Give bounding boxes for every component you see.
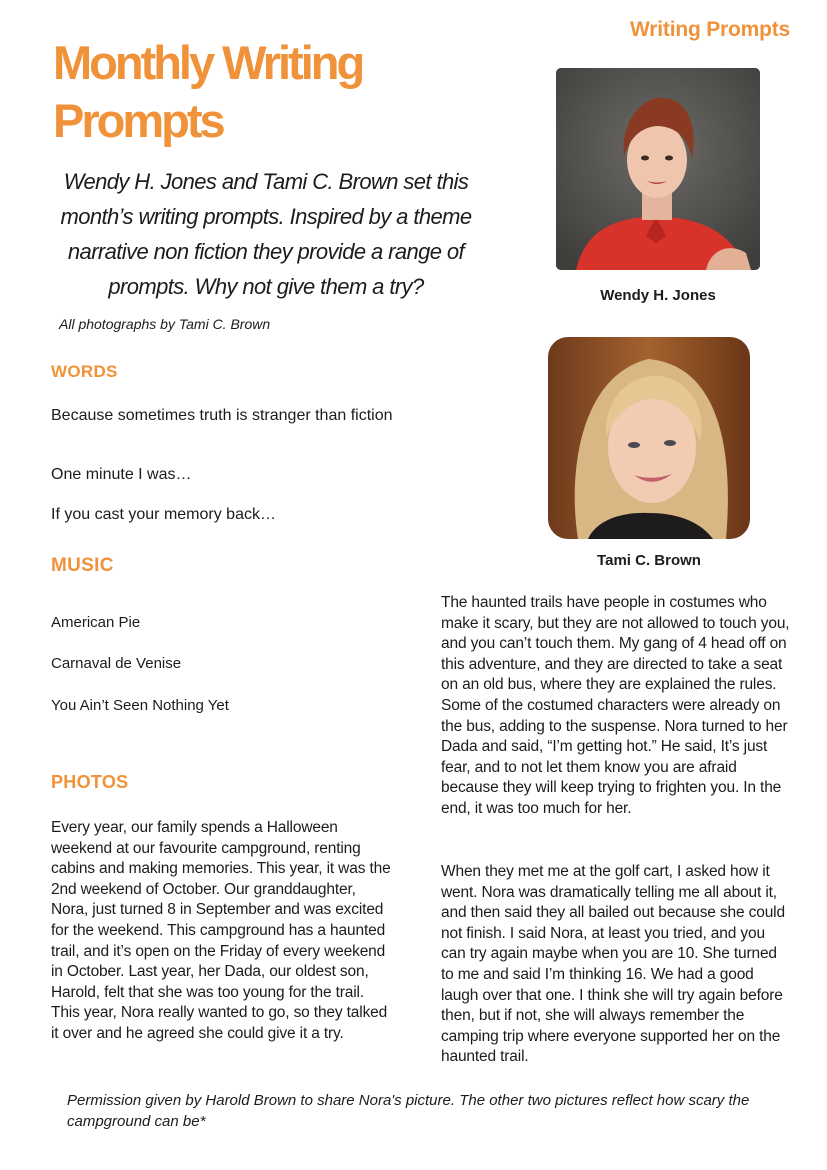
title-line-2: Prompts (53, 94, 223, 147)
photos-paragraph-3: When they met me at the golf cart, I asked how it went. Nora was dramatically telling me all about it, and then said they all bailed out because she could not finish. I said Nora, at least you tried, and you can try again maybe when you are 10. She turned to me and said I’m thinking 16. We had a good laugh over that one. I think she will try again before then, but if not, she will always remember the camping trip where everyone supported her on the haunted trail. (441, 863, 785, 1066)
photos-heading: PHOTOS (51, 772, 129, 792)
music-item-2: Carnaval de Venise (51, 655, 182, 672)
words-heading: WORDS (51, 362, 118, 381)
photos-paragraph-2: The haunted trails have people in costumes who make it scary, but they are not allowed to touch you, and you can’t touch them. My gang of 4 head off on this adventure, and they are directed to take a seat on an old bus, where they are explained the rules. Some of the costumed characters were already on the bus, adding to the suspense. Nora turned to her Dada and said, “I’m getting hot.” He said, It’s just fear, and to not let them know you are afraid because they will keep trying to frighten you. In the end, it was too much for her. (441, 594, 790, 817)
words-item-1: Because sometimes truth is stranger than fiction (51, 407, 393, 424)
running-title: Writing Prompts (630, 18, 790, 41)
music-item-3: You Ain’t Seen Nothing Yet (51, 697, 229, 714)
words-item-3: If you cast your memory back… (51, 506, 276, 523)
tami-portrait-graphic (548, 337, 750, 539)
page-title (53, 34, 453, 150)
words-item-2: One minute I was… (51, 466, 192, 483)
wendy-portrait-graphic (556, 68, 760, 270)
title-line-1: Monthly Writing (53, 36, 363, 89)
intro-text: Wendy H. Jones and Tami C. Brown set this month’s writing prompts. Inspired by a theme narrative non fiction they provide a range of prompts. Why not give them a try? (60, 169, 472, 299)
photos-paragraph-1: Every year, our family spends a Halloween weekend at our favourite campground, renting cabins and making memories. This year, it was the 2nd weekend of October. Our granddaughter, Nora, just turned 8 in September and was excited for the weekend. This campground has a haunted trail, and it’s open on the Friday of every weekend in October. Last year, her Dada, our oldest son, Harold, felt that she was too young for the trail. This year, Nora really wanted to go, so they talked it over and he agreed she could give it a try. (51, 819, 391, 1042)
photo-credit: All photographs by Tami C. Brown (59, 316, 271, 332)
wendy-portrait (556, 68, 760, 270)
music-item-1: American Pie (51, 614, 141, 631)
footer-note: Permission given by Harold Brown to share Nora's picture. The other two pictures reflect how scary the campground can be* (67, 1092, 750, 1130)
tami-portrait (548, 337, 750, 539)
wendy-caption: Wendy H. Jones (600, 287, 716, 304)
music-heading: MUSIC (51, 555, 114, 576)
tami-caption: Tami C. Brown (597, 552, 701, 569)
